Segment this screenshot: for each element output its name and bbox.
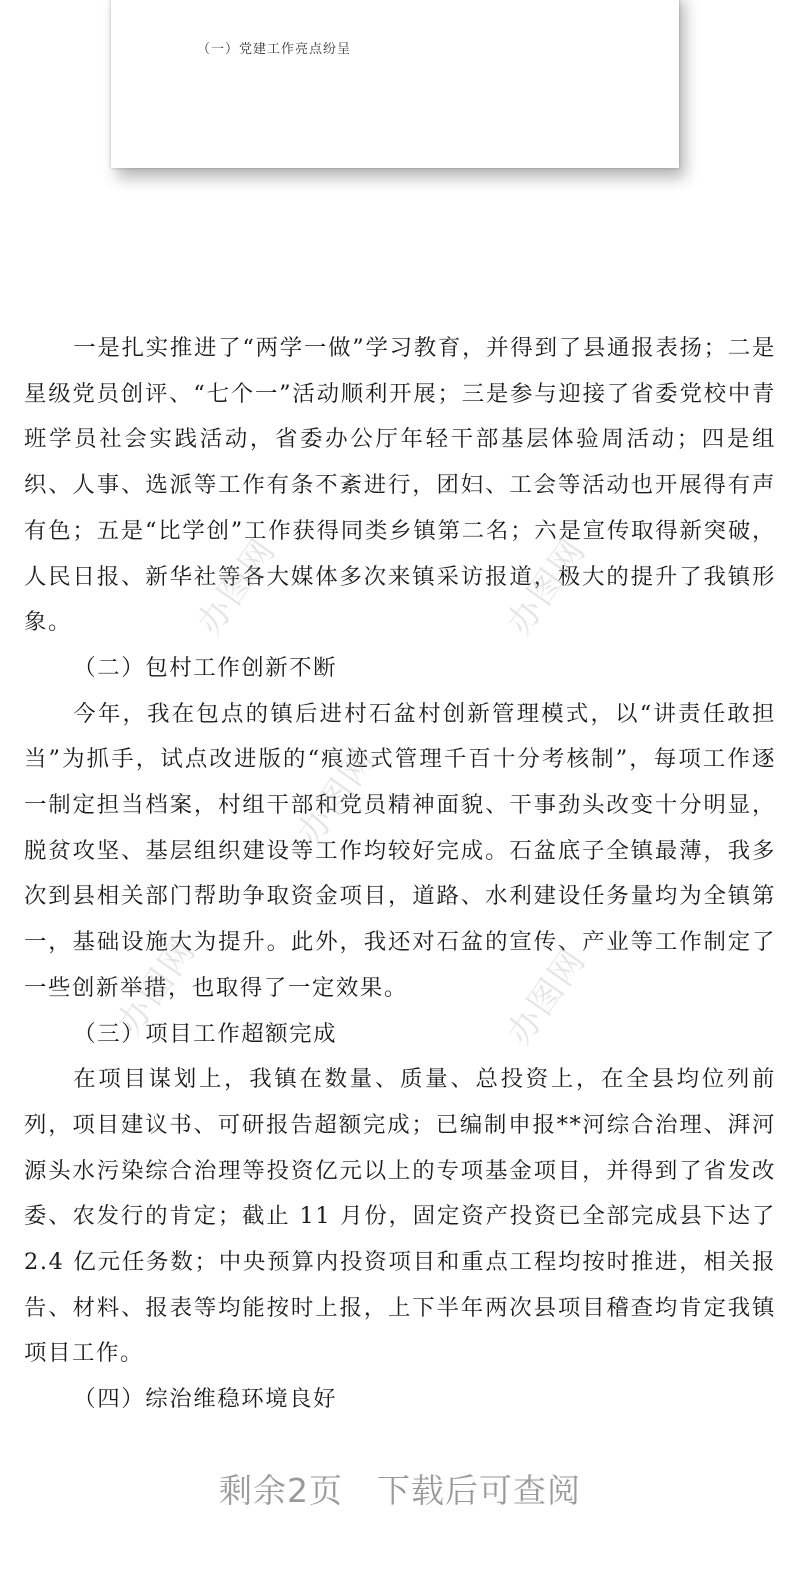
remaining-pages-label: 剩余2页 [219,1471,343,1510]
preview-page-card [111,0,679,168]
download-to-view-label: 下载后可查阅 [377,1471,581,1510]
paragraph-village-work: 今年，我在包点的镇后进村石盆村创新管理模式，以“讲责任敢担当”为抓手，试点改进版的“痕迹式管理千百十分考核制”，每项工作逐一制定担当档案，村组干部和党员精神面貌、干事劲头改变十分明显，脱贫攻坚、基层组织建设等工作均较好完成。石盆底子全镇最薄，我多次到县相关部门帮助争取资金项目，道路、水利建设任务量均为全镇第一，基础设施大为提升。此外，我还对石盆的宣传、产业等工作制定了一些创新举措，也取得了一定效果。 [24,700,776,1001]
watermark: 办图网 [109,930,205,1043]
watermark: 办图网 [499,940,595,1053]
watermark: 办图网 [499,530,595,643]
document-body [24,326,776,1423]
download-prompt[interactable] [0,1465,800,1512]
paragraph-party-building: 一是扎实推进了“两学一做”学习教育，并得到了县通报表扬；二是星级党员创评、“七个一”活动顺利开展；三是参与迎接了省委党校中青班学员社会实践活动，省委办公厅年轻干部基层体验周活动；四是组织、人事、选派等工作有条不紊进行，团妇、工会等活动也开展得有声有色；五是“比学创”工作获得同类乡镇第二名；六是宣传取得新突破，人民日报、新华社等各大媒体多次来镇采访报道，极大的提升了我镇形象。 [24,335,776,636]
watermark: 办图网 [189,530,285,643]
paragraph-project-work: 在项目谋划上，我镇在数量、质量、总投资上，在全县均位列前列，项目建议书、可研报告超额完成；已编制申报**河综合治理、湃河源头水污染综合治理等投资亿元以上的专项基金项目，并得到了省发改委、农发行的肯定；截止 11 月份，固定资产投资已全部完成县下达了 2.4 亿元任务数；中央预算内投资项目和重点工程均按时推进，相关报告、材料、报表等均能按时上报，上下半年两次县项目稽查均肯定我镇项目工作。 [24,1066,776,1367]
watermark: 办图网 [289,740,385,853]
preview-page-heading: （一）党建工作亮点纷呈 [197,42,352,57]
subheading-stability: （四）综治维稳环境良好 [73,1386,338,1413]
subheading-project-work: （三）项目工作超额完成 [73,1020,338,1047]
subheading-village-work: （二）包村工作创新不断 [73,654,338,681]
